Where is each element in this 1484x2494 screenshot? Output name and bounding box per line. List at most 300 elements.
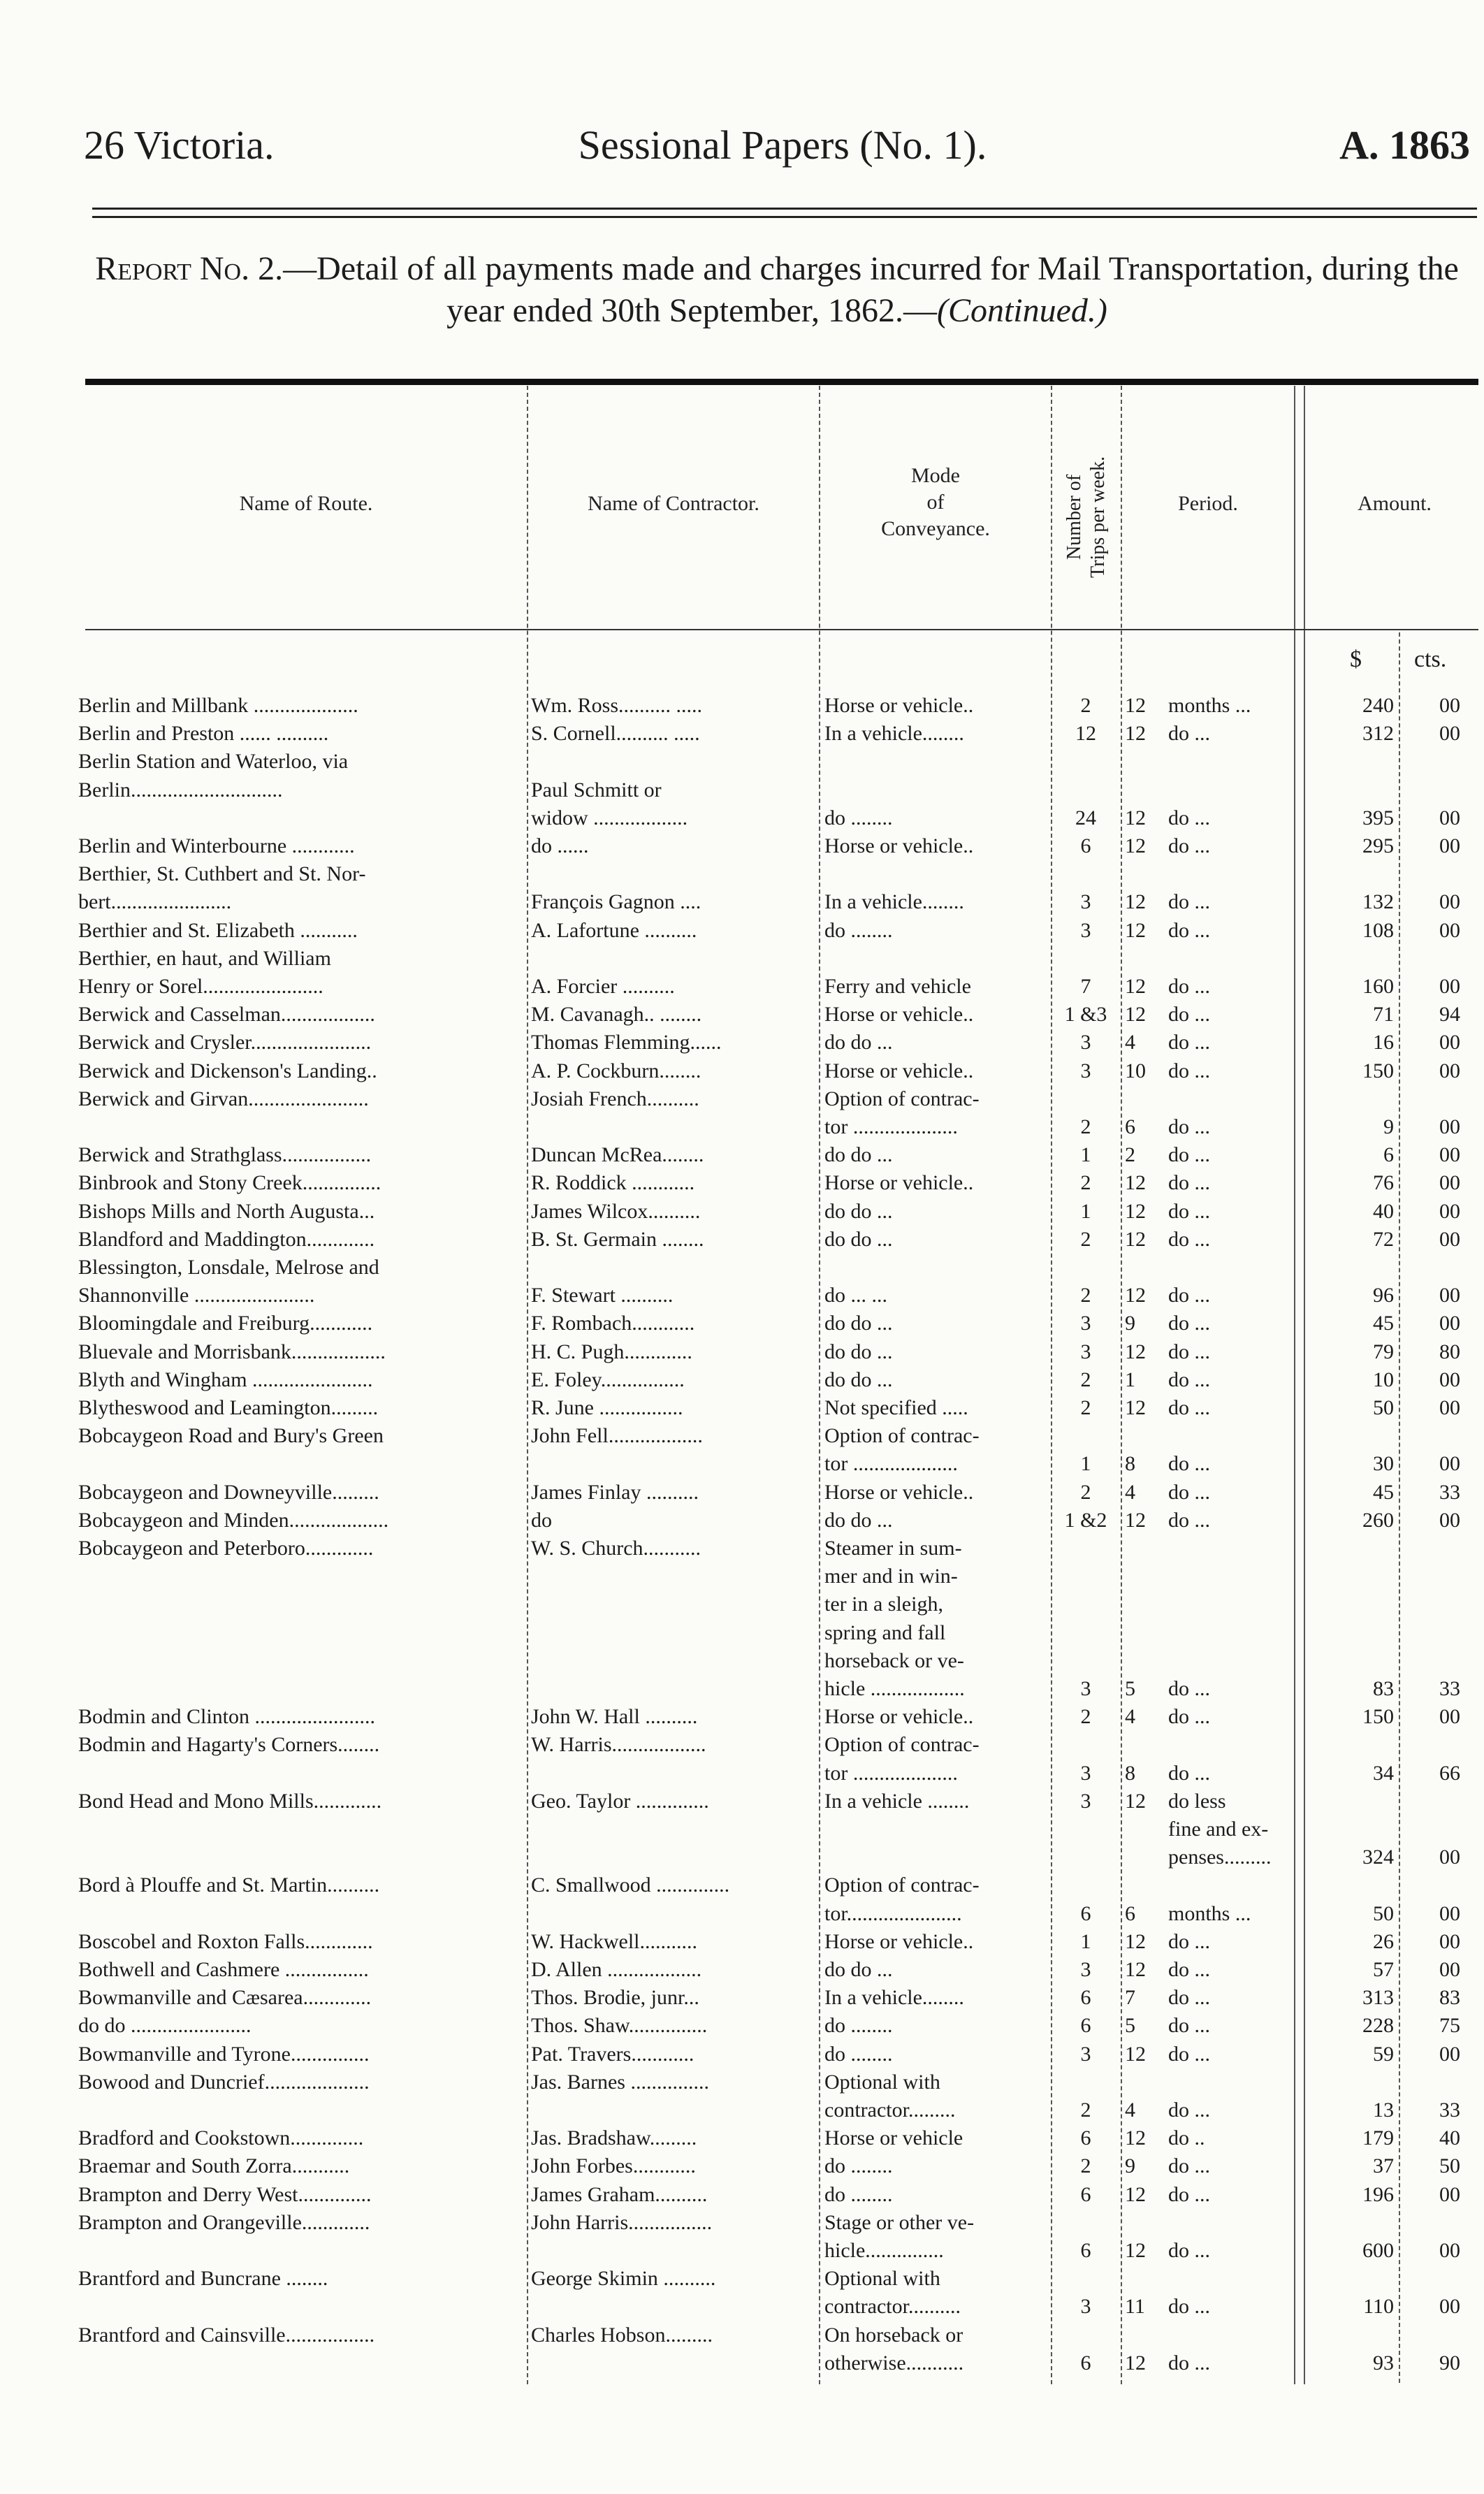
amount-cents: 40 <box>1439 2126 1460 2150</box>
route-name: Bishops Mills and North Augusta... <box>78 1199 375 1223</box>
period-unit: do ... <box>1168 2182 1210 2206</box>
conveyance-mode: spring and fall <box>824 1621 946 1644</box>
amount-dollars: 57 <box>1373 1958 1394 1981</box>
route-name: Berlin............................. <box>78 778 283 802</box>
route-name: Berlin Station and Waterloo, via <box>78 750 349 774</box>
route-name: Berlin and Winterbourne ............ <box>78 834 355 857</box>
period-count: 12 <box>1125 1929 1146 1953</box>
trips-per-week: 3 <box>1080 918 1091 942</box>
amount-cents: 00 <box>1439 722 1460 746</box>
route-name: Berwick and Dickenson's Landing.. <box>78 1059 377 1082</box>
trips-per-week: 2 <box>1080 1368 1091 1391</box>
amount-dollars: 16 <box>1373 1031 1394 1054</box>
contractor-name: F. Stewart .......... <box>531 1284 674 1307</box>
conveyance-mode: do do ... <box>824 1340 893 1363</box>
table-row <box>0 1590 1484 1618</box>
contractor-name: Jas. Barnes ............... <box>531 2070 709 2094</box>
trips-per-week: 1 &3 <box>1064 1003 1107 1027</box>
route-name: Bobcaygeon and Peterboro............. <box>78 1537 374 1560</box>
table-row <box>0 1198 1484 1226</box>
unit-cents: cts. <box>1414 646 1447 672</box>
table-row <box>0 2181 1484 2209</box>
amount-dollars: 83 <box>1373 1677 1394 1700</box>
contractor-name: M. Cavanagh.. ........ <box>531 1003 702 1027</box>
amount-dollars: 110 <box>1363 2295 1394 2319</box>
table-row <box>0 1788 1484 1815</box>
period-unit: do ... <box>1168 1452 1210 1476</box>
period-unit: do ... <box>1168 2351 1210 2375</box>
period-count: 12 <box>1125 1958 1146 1981</box>
amount-dollars: 9 <box>1383 1115 1394 1138</box>
period-unit: do ... <box>1168 1059 1210 1082</box>
table-row <box>0 945 1484 973</box>
trips-per-week: 3 <box>1080 2042 1091 2066</box>
period-unit: months ... <box>1168 694 1251 717</box>
route-name: Bowood and Duncrief.................... <box>78 2070 370 2094</box>
table-row <box>0 1282 1484 1310</box>
amount-dollars: 76 <box>1373 1171 1394 1195</box>
period-count: 12 <box>1125 2042 1146 2066</box>
period-count: 9 <box>1125 2154 1135 2178</box>
table-row <box>0 1394 1484 1422</box>
period-count: 12 <box>1125 2351 1146 2375</box>
table-row <box>0 804 1484 832</box>
conveyance-mode: do do ... <box>824 1958 893 1981</box>
table-row <box>0 1647 1484 1675</box>
table-row <box>0 2209 1484 2237</box>
conveyance-mode: do ... ... <box>824 1284 887 1307</box>
amount-cents: 00 <box>1439 1199 1460 1223</box>
amount-cents: 00 <box>1439 2042 1460 2066</box>
route-name: Bothwell and Cashmere ................ <box>78 1958 369 1981</box>
period-count: 12 <box>1125 1508 1146 1532</box>
table-row <box>0 2265 1484 2293</box>
table-row <box>0 1619 1484 1647</box>
route-name: bert....................... <box>78 890 232 914</box>
amount-cents: 00 <box>1439 1846 1460 1869</box>
amount-dollars: 45 <box>1373 1480 1394 1504</box>
trips-per-week: 3 <box>1080 1059 1091 1082</box>
period-count: 12 <box>1125 722 1146 746</box>
period-unit: do ... <box>1168 2239 1210 2262</box>
contractor-name: C. Smallwood .............. <box>531 1873 730 1897</box>
amount-cents: 90 <box>1439 2351 1460 2375</box>
amount-dollars: 312 <box>1362 722 1394 746</box>
header-rule-top <box>92 208 1477 210</box>
contractor-name: A. Lafortune .......... <box>531 918 697 942</box>
route-name: Brampton and Derry West.............. <box>78 2182 372 2206</box>
contractor-name: James Graham.......... <box>531 2182 708 2206</box>
amount-dollars: 13 <box>1373 2098 1394 2122</box>
conveyance-mode: do ........ <box>824 2014 893 2038</box>
route-name: Berthier, en haut, and William <box>78 946 331 970</box>
colhead-trips-line2: Trips per week. <box>1087 456 1109 578</box>
trips-per-week: 3 <box>1080 1789 1091 1813</box>
trips-per-week: 3 <box>1080 1761 1091 1785</box>
route-name: Bodmin and Clinton ....................... <box>78 1705 376 1729</box>
route-name: Bowmanville and Tyrone............... <box>78 2042 370 2066</box>
amount-cents: 00 <box>1439 1227 1460 1251</box>
route-name: Henry or Sorel....................... <box>78 975 323 998</box>
table-row <box>0 1956 1484 1984</box>
conveyance-mode: do do ... <box>824 1368 893 1391</box>
amount-dollars: 395 <box>1362 806 1394 829</box>
conveyance-mode: do ........ <box>824 2042 893 2066</box>
amount-cents: 00 <box>1439 2239 1460 2262</box>
amount-cents: 33 <box>1439 1677 1460 1700</box>
table-row <box>0 720 1484 748</box>
amount-cents: 50 <box>1439 2154 1460 2178</box>
route-name: Bluevale and Morrisbank.................. <box>78 1340 386 1363</box>
route-name: Brantford and Buncrane ........ <box>78 2267 328 2291</box>
amount-cents: 00 <box>1439 1284 1460 1307</box>
period-unit: do ... <box>1168 975 1210 998</box>
trips-per-week: 1 <box>1080 1143 1091 1167</box>
period-unit: do less <box>1168 1789 1226 1813</box>
conveyance-mode: Option of contrac- <box>824 1873 980 1897</box>
amount-cents: 00 <box>1439 975 1460 998</box>
period-unit: do ... <box>1168 1340 1210 1363</box>
trips-per-week: 6 <box>1080 2014 1091 2038</box>
period-unit: do .. <box>1168 2126 1205 2150</box>
period-count: 4 <box>1125 2098 1135 2122</box>
amount-dollars: 59 <box>1373 2042 1394 2066</box>
amount-cents: 75 <box>1439 2014 1460 2038</box>
amount-dollars: 79 <box>1373 1340 1394 1363</box>
contractor-name: H. C. Pugh............. <box>531 1340 692 1363</box>
route-name: Bradford and Cookstown.............. <box>78 2126 364 2150</box>
contractor-name: Thos. Shaw............... <box>531 2014 708 2038</box>
route-name: Shannonville ....................... <box>78 1284 315 1307</box>
amount-dollars: 34 <box>1373 1761 1394 1785</box>
conveyance-mode: tor...................... <box>824 1901 962 1925</box>
amount-cents: 00 <box>1439 1901 1460 1925</box>
period-unit: do ... <box>1168 1284 1210 1307</box>
contractor-name: Geo. Taylor .............. <box>531 1789 709 1813</box>
contractor-name: B. St. Germain ........ <box>531 1227 704 1251</box>
conveyance-mode: ter in a sleigh, <box>824 1593 943 1616</box>
period-count: 10 <box>1125 1059 1146 1082</box>
route-name: Bloomingdale and Freiburg............ <box>78 1312 373 1335</box>
table-row <box>0 2096 1484 2124</box>
route-name: Berlin and Millbank .................... <box>78 694 358 717</box>
period-count: 12 <box>1125 1284 1146 1307</box>
amount-dollars: 600 <box>1362 2239 1394 2262</box>
period-count: 8 <box>1125 1452 1135 1476</box>
period-unit: do ... <box>1168 1227 1210 1251</box>
route-name: Berwick and Casselman.................. <box>78 1003 375 1027</box>
amount-cents: 00 <box>1439 1396 1460 1419</box>
amount-dollars: 96 <box>1373 1284 1394 1307</box>
trips-per-week: 6 <box>1080 834 1091 857</box>
route-name: Berwick and Girvan....................... <box>78 1087 369 1110</box>
table-row <box>0 1731 1484 1759</box>
period-unit: do ... <box>1168 806 1210 829</box>
route-name: Blytheswood and Leamington......... <box>78 1396 379 1419</box>
amount-cents: 00 <box>1439 2182 1460 2206</box>
conveyance-mode: do ........ <box>824 806 893 829</box>
period-count: 4 <box>1125 1031 1135 1054</box>
trips-per-week: 2 <box>1080 1396 1091 1419</box>
contractor-name: A. Forcier .......... <box>531 975 675 998</box>
route-name: Brantford and Cainsville................. <box>78 2323 375 2347</box>
period-count: 12 <box>1125 890 1146 914</box>
trips-per-week: 3 <box>1080 1031 1091 1054</box>
conveyance-mode: contractor......... <box>824 2098 956 2122</box>
table-row <box>0 1057 1484 1085</box>
trips-per-week: 2 <box>1080 1284 1091 1307</box>
table-row <box>0 748 1484 776</box>
conveyance-mode: Horse or vehicle <box>824 2126 963 2150</box>
amount-dollars: 30 <box>1373 1452 1394 1476</box>
route-name: Bobcaygeon and Minden................... <box>78 1508 389 1532</box>
table-row <box>0 1984 1484 2012</box>
contractor-name: Duncan McRea........ <box>531 1143 704 1167</box>
period-unit: do ... <box>1168 1368 1210 1391</box>
contractor-name: E. Foley................ <box>531 1368 685 1391</box>
trips-per-week: 6 <box>1080 1986 1091 2010</box>
amount-dollars: 72 <box>1373 1227 1394 1251</box>
conveyance-mode: Optional with <box>824 2267 940 2291</box>
trips-per-week: 1 &2 <box>1064 1508 1107 1532</box>
colhead-mode-line2: of <box>926 491 945 514</box>
amount-cents: 33 <box>1439 2098 1460 2122</box>
colhead-amount: Amount. <box>1358 492 1432 515</box>
colhead-trips <box>1055 405 1118 629</box>
contractor-name: Charles Hobson......... <box>531 2323 713 2347</box>
route-name: Brampton and Orangeville............. <box>78 2210 370 2234</box>
period-unit: do ... <box>1168 1677 1210 1700</box>
period-unit: do ... <box>1168 2098 1210 2122</box>
table-row <box>0 2237 1484 2265</box>
contractor-name: Josiah French.......... <box>531 1087 699 1110</box>
amount-dollars: 179 <box>1362 2126 1394 2150</box>
amount-cents: 00 <box>1439 1705 1460 1729</box>
table-header-rule <box>85 629 1478 630</box>
table-row <box>0 1169 1484 1197</box>
trips-per-week: 3 <box>1080 1312 1091 1335</box>
trips-per-week: 3 <box>1080 1677 1091 1700</box>
period-count: 7 <box>1125 1986 1135 2010</box>
conveyance-mode: contractor.......... <box>824 2295 961 2319</box>
amount-cents: 66 <box>1439 1761 1460 1785</box>
table-row <box>0 2012 1484 2040</box>
period-unit: do ... <box>1168 834 1210 857</box>
contractor-name: do ...... <box>531 834 589 857</box>
table-row <box>0 1338 1484 1366</box>
amount-cents: 00 <box>1439 890 1460 914</box>
conveyance-mode: hicle............... <box>824 2239 944 2262</box>
conveyance-mode: Horse or vehicle.. <box>824 694 974 717</box>
conveyance-mode: do do ... <box>824 1199 893 1223</box>
table-row <box>0 832 1484 860</box>
period-count: 12 <box>1125 1789 1146 1813</box>
contractor-name: W. Hackwell........... <box>531 1929 698 1953</box>
conveyance-mode: do do ... <box>824 1227 893 1251</box>
table-row <box>0 860 1484 888</box>
conveyance-mode: Horse or vehicle.. <box>824 1929 974 1953</box>
table-row <box>0 1563 1484 1590</box>
period-count: 6 <box>1125 1901 1135 1925</box>
amount-cents: 00 <box>1439 834 1460 857</box>
conveyance-mode: otherwise........... <box>824 2351 964 2375</box>
period-unit: do ... <box>1168 1480 1210 1504</box>
report-continued: (Continued.) <box>936 292 1107 329</box>
route-name: Blyth and Wingham ....................... <box>78 1368 373 1391</box>
period-unit: do ... <box>1168 2042 1210 2066</box>
contractor-name: R. June ................ <box>531 1396 683 1419</box>
amount-dollars: 160 <box>1362 975 1394 998</box>
period-unit: do ... <box>1168 1031 1210 1054</box>
amount-cents: 00 <box>1439 1143 1460 1167</box>
trips-per-week: 12 <box>1075 722 1096 746</box>
conveyance-mode: Optional with <box>824 2070 940 2094</box>
period-count: 12 <box>1125 806 1146 829</box>
conveyance-mode: Option of contrac- <box>824 1424 980 1448</box>
route-name: Berwick and Strathglass................. <box>78 1143 372 1167</box>
table-row <box>0 917 1484 945</box>
conveyance-mode: Ferry and vehicle <box>824 975 971 998</box>
amount-cents: 80 <box>1439 1340 1460 1363</box>
report-number: Report No. 2. <box>95 250 284 287</box>
period-unit: do ... <box>1168 1929 1210 1953</box>
trips-per-week: 2 <box>1080 1705 1091 1729</box>
period-count: 12 <box>1125 1171 1146 1195</box>
amount-dollars: 50 <box>1373 1901 1394 1925</box>
conveyance-mode: mer and in win- <box>824 1565 958 1588</box>
conveyance-mode: In a vehicle........ <box>824 890 964 914</box>
period-unit: do ... <box>1168 918 1210 942</box>
conveyance-mode: Horse or vehicle.. <box>824 834 974 857</box>
contractor-name: R. Roddick ............ <box>531 1171 695 1195</box>
period-count: 1 <box>1125 1368 1135 1391</box>
trips-per-week: 2 <box>1080 1171 1091 1195</box>
trips-per-week: 6 <box>1080 2351 1091 2375</box>
amount-dollars: 132 <box>1362 890 1394 914</box>
trips-per-week: 1 <box>1080 1452 1091 1476</box>
table-row <box>0 2321 1484 2349</box>
conveyance-mode: Horse or vehicle.. <box>824 1480 974 1504</box>
trips-per-week: 6 <box>1080 2182 1091 2206</box>
period-count: 12 <box>1125 2182 1146 2206</box>
amount-dollars: 108 <box>1362 918 1394 942</box>
period-unit: penses......... <box>1168 1846 1272 1869</box>
table-row <box>0 1254 1484 1282</box>
table-row <box>0 2152 1484 2180</box>
period-count: 12 <box>1125 2239 1146 2262</box>
header-papers: Sessional Papers (No. 1). <box>578 122 987 168</box>
table-row <box>0 1815 1484 1843</box>
amount-dollars: 45 <box>1373 1312 1394 1335</box>
table-row <box>0 2068 1484 2096</box>
amount-cents: 00 <box>1439 1929 1460 1953</box>
table-row <box>0 1450 1484 1478</box>
period-unit: do ... <box>1168 1199 1210 1223</box>
route-name: Boscobel and Roxton Falls............. <box>78 1929 373 1953</box>
contractor-name: John W. Hall .......... <box>531 1705 698 1729</box>
period-unit: do ... <box>1168 722 1210 746</box>
trips-per-week: 2 <box>1080 1115 1091 1138</box>
conveyance-mode: tor .................... <box>824 1452 958 1476</box>
conveyance-mode: do do ... <box>824 1143 893 1167</box>
table-row <box>0 1843 1484 1871</box>
conveyance-mode: do ........ <box>824 2154 893 2178</box>
table-row <box>0 1535 1484 1563</box>
table-row <box>0 1001 1484 1029</box>
amount-cents: 00 <box>1439 918 1460 942</box>
trips-per-week: 3 <box>1080 1340 1091 1363</box>
table-row <box>0 1507 1484 1535</box>
trips-per-week: 2 <box>1080 694 1091 717</box>
route-name: Bodmin and Hagarty's Corners........ <box>78 1733 380 1757</box>
table-row <box>0 1226 1484 1254</box>
amount-dollars: 6 <box>1383 1143 1394 1167</box>
amount-cents: 94 <box>1439 1003 1460 1027</box>
contractor-name: widow .................. <box>531 806 688 829</box>
conveyance-mode: Stage or other ve- <box>824 2210 975 2234</box>
table-row <box>0 776 1484 804</box>
conveyance-mode: In a vehicle........ <box>824 722 964 746</box>
contractor-name: Paul Schmitt or <box>531 778 662 802</box>
trips-per-week: 1 <box>1080 1199 1091 1223</box>
period-count: 12 <box>1125 1227 1146 1251</box>
route-name: Berthier, St. Cuthbert and St. Nor- <box>78 862 366 886</box>
period-unit: do ... <box>1168 1396 1210 1419</box>
contractor-name: S. Cornell.......... ..... <box>531 722 700 746</box>
trips-per-week: 7 <box>1080 975 1091 998</box>
period-unit: do ... <box>1168 1705 1210 1729</box>
conveyance-mode: Horse or vehicle.. <box>824 1705 974 1729</box>
conveyance-mode: Not specified ..... <box>824 1396 968 1419</box>
contractor-name: A. P. Cockburn........ <box>531 1059 701 1082</box>
period-unit: do ... <box>1168 1761 1210 1785</box>
contractor-name: F. Rombach............ <box>531 1312 695 1335</box>
amount-dollars: 240 <box>1362 694 1394 717</box>
period-count: 9 <box>1125 1312 1135 1335</box>
trips-per-week: 3 <box>1080 1958 1091 1981</box>
amount-cents: 33 <box>1439 1480 1460 1504</box>
conveyance-mode: tor .................... <box>824 1761 958 1785</box>
conveyance-mode: do do ... <box>824 1031 893 1054</box>
table-row <box>0 1113 1484 1141</box>
table-row <box>0 692 1484 720</box>
contractor-name: Wm. Ross.......... ..... <box>531 694 703 717</box>
table-row <box>0 1141 1484 1169</box>
period-unit: do ... <box>1168 1143 1210 1167</box>
amount-dollars: 37 <box>1373 2154 1394 2178</box>
table-row <box>0 1479 1484 1507</box>
table-row <box>0 1871 1484 1899</box>
period-count: 5 <box>1125 1677 1135 1700</box>
amount-cents: 00 <box>1439 1508 1460 1532</box>
amount-cents: 00 <box>1439 1368 1460 1391</box>
period-count: 12 <box>1125 694 1146 717</box>
table-row <box>0 1675 1484 1703</box>
contractor-name: Thos. Brodie, junr... <box>531 1986 699 2010</box>
amount-dollars: 260 <box>1362 1508 1394 1532</box>
amount-dollars: 71 <box>1373 1003 1394 1027</box>
contractor-name: James Finlay .......... <box>531 1480 699 1504</box>
amount-dollars: 150 <box>1362 1705 1394 1729</box>
amount-dollars: 150 <box>1362 1059 1394 1082</box>
trips-per-week: 6 <box>1080 2239 1091 2262</box>
route-name: Binbrook and Stony Creek............... <box>78 1171 381 1195</box>
conveyance-mode: hicle .................. <box>824 1677 965 1700</box>
route-name: Blessington, Lonsdale, Melrose and <box>78 1256 379 1279</box>
amount-dollars: 295 <box>1362 834 1394 857</box>
amount-dollars: 228 <box>1362 2014 1394 2038</box>
table-row <box>0 2124 1484 2152</box>
